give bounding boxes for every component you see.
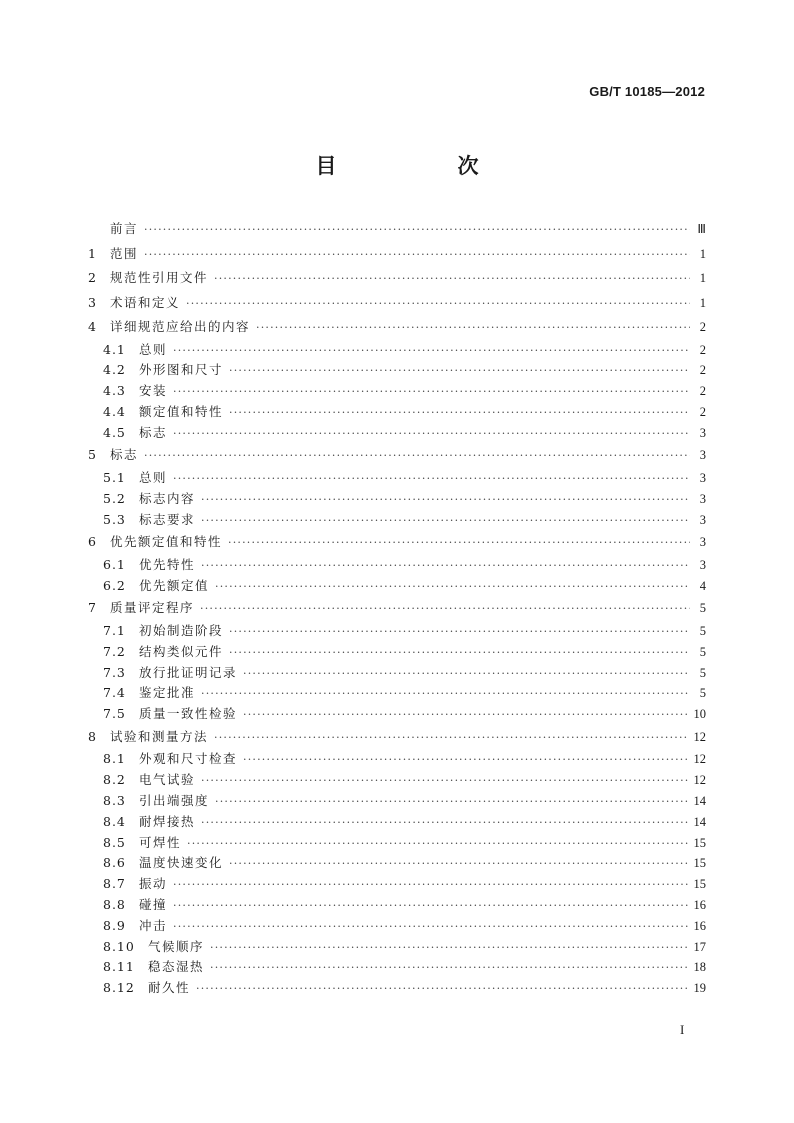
toc-entry-page: 3 <box>699 512 706 527</box>
toc-entry-page: 19 <box>693 981 706 996</box>
toc-entry-number: 7 <box>88 600 96 616</box>
toc-entry[interactable] <box>88 291 706 316</box>
toc-entry[interactable] <box>88 315 706 340</box>
toc-entry-number: 8.3 <box>103 793 126 809</box>
toc-entry[interactable] <box>88 402 706 423</box>
toc-entry-number: 1 <box>88 245 96 261</box>
toc-entry-number: 8.5 <box>103 834 126 850</box>
toc-entry-page: 3 <box>699 470 706 485</box>
toc-entry-number: 8.12 <box>103 980 135 996</box>
toc-entry-title: 温度快速变化 <box>139 855 224 871</box>
toc-entry-page: 15 <box>693 835 706 850</box>
toc-entry[interactable] <box>88 833 706 854</box>
toc-entry-page: 2 <box>699 384 706 399</box>
toc-dot-leader <box>186 292 690 317</box>
toc-entry-title: 术语和定义 <box>110 294 181 310</box>
toc-entry-page: 18 <box>693 960 706 975</box>
toc-entry-page: 3 <box>699 425 706 440</box>
toc-entry-title: 电气试验 <box>139 772 196 788</box>
toc-entry-number: 7.5 <box>103 706 126 722</box>
toc-entry-page: 5 <box>699 623 706 638</box>
toc-entry-title: 质量一致性检验 <box>139 706 238 722</box>
toc-entry-title: 引出端强度 <box>139 793 210 809</box>
toc-entry-number: 8.2 <box>103 772 126 788</box>
toc-entry-title: 鉴定批准 <box>139 685 196 701</box>
toc-entry-number: 7.4 <box>103 685 126 701</box>
toc-entry-title: 可焊性 <box>139 834 182 850</box>
toc-dot-leader <box>243 750 687 771</box>
toc-entry[interactable] <box>88 266 706 291</box>
toc-entry-title: 外形图和尺寸 <box>139 362 224 378</box>
toc-dot-leader <box>173 382 690 403</box>
toc-entry-page: 2 <box>699 404 706 419</box>
toc-entry-title: 振动 <box>139 876 168 892</box>
toc-dot-leader <box>201 511 690 532</box>
toc-entry-number: 4.5 <box>103 424 126 440</box>
toc-entry-number: 4.1 <box>103 341 126 357</box>
toc-entry[interactable] <box>88 749 706 770</box>
toc-entry[interactable] <box>88 360 706 381</box>
toc-entry-page: 16 <box>693 898 706 913</box>
page-title: 目 次 <box>315 153 529 178</box>
toc-entry-number: 5.1 <box>103 469 126 485</box>
toc-dot-leader <box>243 664 690 685</box>
toc-entry[interactable] <box>88 853 706 874</box>
toc-entry[interactable] <box>88 530 706 555</box>
toc-entry-number: 7.2 <box>103 643 126 659</box>
toc-entry-page: 15 <box>693 877 706 892</box>
toc-dot-leader <box>210 938 687 959</box>
toc-entry-number: 4.3 <box>103 383 126 399</box>
toc-entry[interactable] <box>88 381 706 402</box>
toc-entry-title: 额定值和特性 <box>139 403 224 419</box>
toc-entry-number: 6 <box>88 534 96 550</box>
page-folio: I <box>680 1022 685 1037</box>
toc-entry-number: 4 <box>88 319 96 334</box>
toc-dot-leader <box>144 243 690 268</box>
toc-entry-page: 10 <box>693 707 706 722</box>
toc-entry[interactable] <box>88 576 706 597</box>
toc-entry[interactable] <box>88 704 706 725</box>
toc-dot-leader <box>144 218 690 243</box>
toc-entry[interactable] <box>88 423 706 444</box>
toc-entry-title: 耐焊接热 <box>139 813 196 829</box>
toc-entry-title: 安装 <box>139 383 168 399</box>
toc-entry[interactable] <box>88 510 706 531</box>
toc-entry-page: 2 <box>699 342 706 357</box>
toc-dot-leader <box>256 316 690 341</box>
toc-entry[interactable] <box>88 468 706 489</box>
toc-dot-leader <box>173 896 687 917</box>
toc-dot-leader <box>187 834 687 855</box>
toc-entry-page: 15 <box>693 856 706 871</box>
toc-dot-leader <box>173 917 687 938</box>
toc-dot-leader <box>214 267 690 292</box>
toc-entry[interactable] <box>88 621 706 642</box>
toc-dot-leader <box>201 556 690 577</box>
toc-entry-title: 初始制造阶段 <box>139 622 224 638</box>
toc-entry[interactable] <box>88 642 706 663</box>
toc-entry-number: 8.11 <box>103 959 135 975</box>
toc-entry[interactable] <box>88 812 706 833</box>
toc-entry-page: 4 <box>699 578 706 593</box>
toc-entry-title: 外观和尺寸检查 <box>139 751 238 767</box>
toc-entry-number: 8.10 <box>103 938 135 954</box>
toc-dot-leader <box>243 705 687 726</box>
toc-dot-leader <box>229 361 690 382</box>
toc-entry-page: 1 <box>699 246 706 261</box>
toc-entry-page: 12 <box>693 773 706 788</box>
toc-entry[interactable] <box>88 916 706 937</box>
toc-dot-leader <box>228 531 690 556</box>
toc-entry-page: 5 <box>699 601 706 616</box>
toc-entry[interactable] <box>88 725 706 750</box>
toc-entry-number: 5 <box>88 447 96 463</box>
toc-dot-leader <box>215 577 690 598</box>
toc-entry[interactable] <box>88 978 706 999</box>
toc-entry-number: 7.1 <box>103 622 126 638</box>
toc-entry[interactable] <box>88 770 706 791</box>
toc-entry-title: 试验和测量方法 <box>110 728 209 744</box>
toc-entry-title: 标志 <box>139 424 168 440</box>
toc-entry-title: 标志要求 <box>139 511 196 527</box>
toc-entry[interactable] <box>88 596 706 621</box>
toc-entry-number: 8.6 <box>103 855 126 871</box>
toc-dot-leader <box>229 854 687 875</box>
toc-dot-leader <box>173 875 687 896</box>
standard-code: GB/T 10185—2012 <box>589 84 705 99</box>
toc-dot-leader <box>173 424 690 445</box>
toc-entry-number: 5.2 <box>103 490 126 506</box>
toc-entry-page: 2 <box>699 363 706 378</box>
toc-entry-title: 优先额定值和特性 <box>110 534 223 550</box>
toc-entry-title: 标志 <box>110 447 139 463</box>
toc-entry-number: 8.7 <box>103 876 126 892</box>
toc-entry-title: 稳态湿热 <box>148 959 205 975</box>
toc-entry-title: 耐久性 <box>148 980 191 996</box>
toc-entry-number: 6.2 <box>103 577 126 593</box>
toc-entry[interactable] <box>88 217 706 242</box>
toc-entry-page: 1 <box>699 295 706 310</box>
toc-entry-title: 优先特性 <box>139 556 196 572</box>
toc-entry[interactable] <box>88 663 706 684</box>
toc-entry-number: 2 <box>88 270 96 285</box>
toc-dot-leader <box>201 684 690 705</box>
toc-entry-title: 总则 <box>139 341 168 357</box>
toc-entry-page: 5 <box>699 686 706 701</box>
toc-dot-leader <box>229 643 690 664</box>
toc-dot-leader <box>196 979 687 1000</box>
toc-entry-page: 3 <box>699 557 706 572</box>
toc-entry-title: 结构类似元件 <box>139 643 224 659</box>
toc-entry-title: 质量评定程序 <box>110 600 195 616</box>
toc-entry-title: 碰撞 <box>139 897 168 913</box>
toc-entry[interactable] <box>88 957 706 978</box>
toc-entry-page: 3 <box>699 535 706 550</box>
toc-entry[interactable] <box>88 443 706 468</box>
toc-dot-leader <box>229 403 690 424</box>
toc-entry-number: 8.9 <box>103 917 126 933</box>
toc-entry[interactable] <box>88 242 706 267</box>
toc-entry-title: 放行批证明记录 <box>139 664 238 680</box>
toc-entry-page: 14 <box>693 794 706 809</box>
toc-entry-number: 7.3 <box>103 664 126 680</box>
table-of-contents <box>88 217 706 999</box>
toc-entry-title: 标志内容 <box>139 490 196 506</box>
toc-entry-number: 4.4 <box>103 403 126 419</box>
toc-entry-page: 3 <box>699 448 706 463</box>
toc-entry[interactable] <box>88 937 706 958</box>
toc-entry[interactable] <box>88 791 706 812</box>
toc-entry[interactable] <box>88 340 706 361</box>
toc-entry-page: 5 <box>699 665 706 680</box>
toc-dot-leader <box>201 813 687 834</box>
toc-dot-leader <box>210 958 687 979</box>
toc-entry-number: 6.1 <box>103 556 126 572</box>
toc-entry-title: 优先额定值 <box>139 577 210 593</box>
toc-entry-page: 17 <box>693 939 706 954</box>
toc-entry-number: 8 <box>88 728 96 744</box>
toc-entry-number: 4.2 <box>103 362 126 378</box>
toc-entry-page: 12 <box>693 752 706 767</box>
toc-entry-number: 5.3 <box>103 511 126 527</box>
toc-entry-title: 前言 <box>110 221 139 236</box>
toc-entry-number: 3 <box>88 294 96 310</box>
toc-entry-number: 8.1 <box>103 751 126 767</box>
toc-entry-page: 5 <box>699 644 706 659</box>
toc-entry-number: 8.8 <box>103 897 126 913</box>
toc-entry-page: Ⅲ <box>697 222 706 236</box>
toc-entry-title: 规范性引用文件 <box>110 270 209 285</box>
toc-entry-page: 14 <box>693 814 706 829</box>
toc-entry-title: 冲击 <box>139 917 168 933</box>
toc-dot-leader <box>201 490 690 511</box>
toc-dot-leader <box>173 341 690 362</box>
toc-dot-leader <box>200 597 690 622</box>
toc-entry[interactable] <box>88 895 706 916</box>
toc-dot-leader <box>229 622 690 643</box>
toc-entry-title: 详细规范应给出的内容 <box>110 319 251 334</box>
toc-dot-leader <box>215 792 687 813</box>
toc-entry-page: 16 <box>693 918 706 933</box>
toc-dot-leader <box>144 444 690 469</box>
toc-entry-page: 12 <box>693 729 706 744</box>
toc-dot-leader <box>201 771 687 792</box>
toc-entry[interactable] <box>88 489 706 510</box>
toc-entry-page: 1 <box>699 271 706 285</box>
toc-entry[interactable] <box>88 555 706 576</box>
toc-entry-title: 气候顺序 <box>148 938 205 954</box>
toc-entry[interactable] <box>88 683 706 704</box>
toc-entry-number: 8.4 <box>103 813 126 829</box>
toc-entry[interactable] <box>88 874 706 895</box>
toc-entry-page: 3 <box>699 491 706 506</box>
toc-entry-title: 总则 <box>139 469 168 485</box>
toc-dot-leader <box>214 726 687 751</box>
toc-entry-page: 2 <box>699 320 706 334</box>
toc-entry-title: 范围 <box>110 245 139 261</box>
toc-dot-leader <box>173 469 690 490</box>
